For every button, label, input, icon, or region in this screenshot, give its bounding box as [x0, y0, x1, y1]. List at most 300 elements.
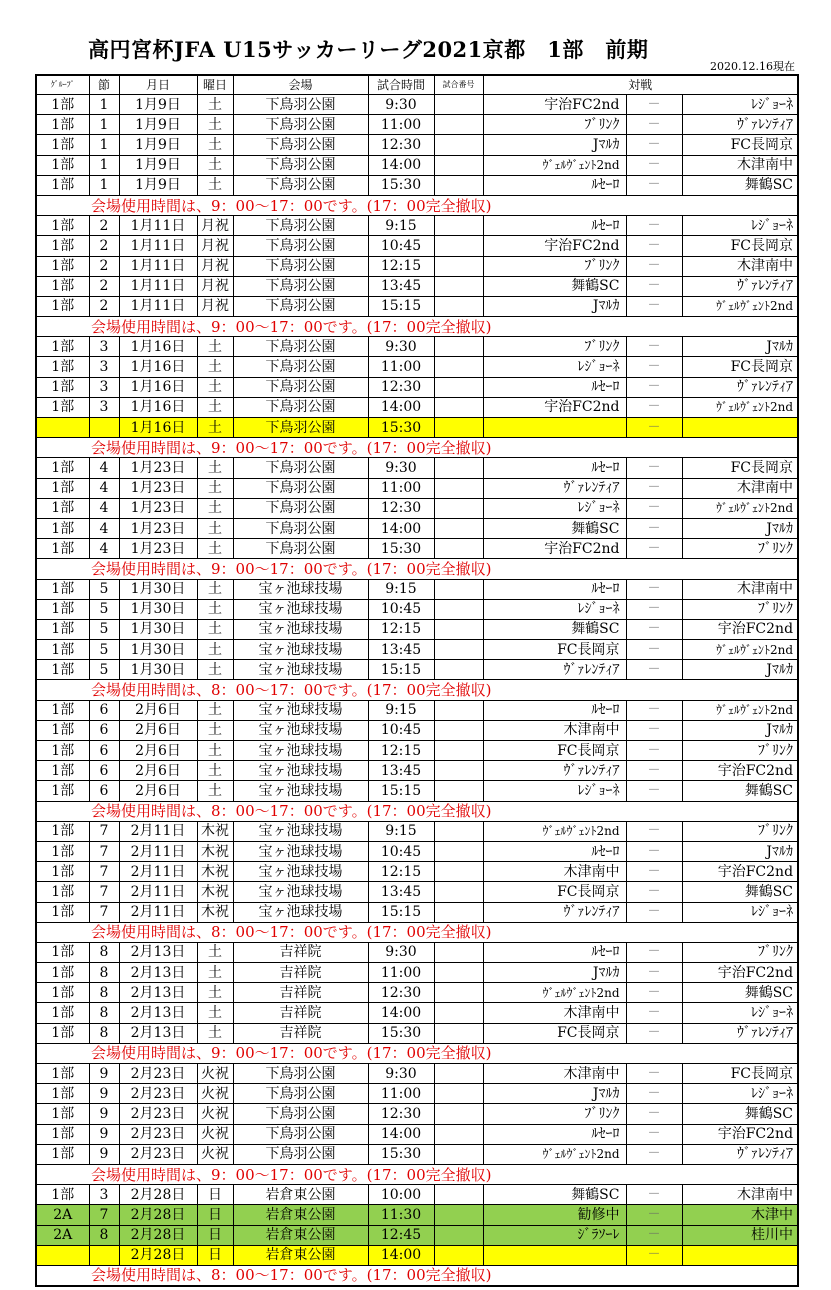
venue-cell: 下鳥羽公園	[233, 256, 368, 276]
venue-cell: 下鳥羽公園	[233, 357, 368, 377]
away-team-cell: FC長岡京	[682, 1064, 798, 1084]
date-cell: 2月11日	[119, 902, 197, 922]
home-team-cell: 木津南中	[483, 1003, 626, 1023]
match-row	[36, 660, 798, 680]
venue-cell: 下鳥羽公園	[233, 1064, 368, 1084]
match-no-cell	[434, 720, 483, 740]
match-no-cell	[434, 115, 483, 135]
match-no-cell	[434, 1144, 483, 1164]
round-cell: 1	[89, 135, 119, 155]
group-cell: 1部	[36, 1084, 89, 1104]
away-team-cell: ﾌﾞﾘﾝｸ	[682, 539, 798, 559]
versus-cell: －	[626, 1144, 682, 1164]
round-cell	[89, 418, 119, 438]
round-cell: 3	[89, 397, 119, 417]
match-row	[36, 599, 798, 619]
round-cell: 1	[89, 175, 119, 195]
round-cell: 9	[89, 1144, 119, 1164]
away-team-cell: FC長岡京	[682, 236, 798, 256]
weekday-cell: 月祝	[197, 236, 233, 256]
match-row	[36, 1245, 798, 1265]
home-team-cell: 舞鶴SC	[483, 276, 626, 296]
round-cell: 3	[89, 1185, 119, 1205]
header-weekday: 曜日	[197, 75, 233, 95]
group-cell: 1部	[36, 397, 89, 417]
group-cell: 1部	[36, 983, 89, 1003]
kickoff-cell: 12:30	[368, 498, 434, 518]
versus-cell: －	[626, 377, 682, 397]
group-cell: 1部	[36, 761, 89, 781]
versus-cell: －	[626, 1225, 682, 1245]
group-cell: 1部	[36, 337, 89, 357]
match-row	[36, 377, 798, 397]
round-cell: 2	[89, 256, 119, 276]
venue-cell: 吉祥院	[233, 983, 368, 1003]
round-cell: 8	[89, 1023, 119, 1043]
versus-cell: －	[626, 841, 682, 861]
date-cell: 1月11日	[119, 256, 197, 276]
away-team-cell: ｳﾞｧﾚﾝﾃｨｱ	[682, 115, 798, 135]
kickoff-cell: 11:00	[368, 478, 434, 498]
versus-cell: －	[626, 619, 682, 639]
round-cell: 6	[89, 700, 119, 720]
round-cell: 7	[89, 862, 119, 882]
away-team-cell: 舞鶴SC	[682, 1104, 798, 1124]
match-row	[36, 741, 798, 761]
venue-cell: 宝ヶ池球技場	[233, 579, 368, 599]
match-no-cell	[434, 741, 483, 761]
home-team-cell: ﾚｼﾞｮｰﾈ	[483, 357, 626, 377]
note-text: 会場使用時間は、9：00～17：00です。(17：00完全撤収)	[36, 195, 798, 215]
versus-cell: －	[626, 1084, 682, 1104]
venue-time-note	[36, 1164, 798, 1184]
match-no-cell	[434, 155, 483, 175]
weekday-cell: 土	[197, 95, 233, 115]
versus-cell: －	[626, 640, 682, 660]
group-cell: 1部	[36, 862, 89, 882]
venue-cell: 下鳥羽公園	[233, 1144, 368, 1164]
kickoff-cell: 15:15	[368, 902, 434, 922]
round-cell: 4	[89, 458, 119, 478]
venue-cell: 下鳥羽公園	[233, 1084, 368, 1104]
date-cell: 2月23日	[119, 1064, 197, 1084]
match-row	[36, 841, 798, 861]
match-row	[36, 498, 798, 518]
match-no-cell	[434, 296, 483, 316]
weekday-cell: 土	[197, 599, 233, 619]
weekday-cell: 土	[197, 700, 233, 720]
match-no-cell	[434, 841, 483, 861]
home-team-cell: ｳﾞｪﾙｳﾞｪﾝﾄ2nd	[483, 821, 626, 841]
venue-time-note	[36, 317, 798, 337]
venue-time-note	[36, 801, 798, 821]
away-team-cell: Jﾏﾙｶ	[682, 337, 798, 357]
round-cell: 5	[89, 599, 119, 619]
group-cell: 1部	[36, 700, 89, 720]
versus-cell: －	[626, 155, 682, 175]
date-cell: 2月23日	[119, 1084, 197, 1104]
away-team-cell: 宇治FC2nd	[682, 761, 798, 781]
kickoff-cell: 12:30	[368, 377, 434, 397]
match-no-cell	[434, 1104, 483, 1124]
versus-cell: －	[626, 761, 682, 781]
kickoff-cell: 10:45	[368, 236, 434, 256]
versus-cell: －	[626, 599, 682, 619]
away-team-cell: 木津南中	[682, 155, 798, 175]
round-cell: 1	[89, 155, 119, 175]
weekday-cell: 月祝	[197, 256, 233, 276]
match-row	[36, 1104, 798, 1124]
away-team-cell: FC長岡京	[682, 458, 798, 478]
versus-cell: －	[626, 1023, 682, 1043]
date-cell: 1月23日	[119, 498, 197, 518]
match-row	[36, 821, 798, 841]
kickoff-cell: 9:30	[368, 942, 434, 962]
weekday-cell: 火祝	[197, 1104, 233, 1124]
match-row	[36, 781, 798, 801]
home-team-cell: ﾙｾｰﾛ	[483, 579, 626, 599]
home-team-cell: ｳﾞｧﾚﾝﾃｨｱ	[483, 478, 626, 498]
date-cell: 1月16日	[119, 357, 197, 377]
venue-cell: 下鳥羽公園	[233, 418, 368, 438]
date-cell: 2月11日	[119, 882, 197, 902]
round-cell: 7	[89, 821, 119, 841]
versus-cell: －	[626, 781, 682, 801]
note-text: 会場使用時間は、9：00～17：00です。(17：00完全撤収)	[36, 1043, 798, 1063]
group-cell: 1部	[36, 741, 89, 761]
home-team-cell: FC長岡京	[483, 882, 626, 902]
date-cell: 1月11日	[119, 276, 197, 296]
home-team-cell: 宇治FC2nd	[483, 236, 626, 256]
kickoff-cell: 9:15	[368, 821, 434, 841]
group-cell: 1部	[36, 1023, 89, 1043]
kickoff-cell: 14:00	[368, 518, 434, 538]
venue-cell: 宝ヶ池球技場	[233, 761, 368, 781]
away-team-cell: 木津南中	[682, 478, 798, 498]
away-team-cell: ｳﾞｧﾚﾝﾃｨｱ	[682, 276, 798, 296]
venue-cell: 宝ヶ池球技場	[233, 700, 368, 720]
round-cell: 4	[89, 498, 119, 518]
venue-time-note	[36, 195, 798, 215]
home-team-cell	[483, 418, 626, 438]
match-no-cell	[434, 236, 483, 256]
round-cell: 2	[89, 296, 119, 316]
venue-cell: 下鳥羽公園	[233, 458, 368, 478]
match-no-cell	[434, 1064, 483, 1084]
versus-cell: －	[626, 518, 682, 538]
date-cell: 1月23日	[119, 518, 197, 538]
weekday-cell: 土	[197, 660, 233, 680]
weekday-cell: 土	[197, 357, 233, 377]
weekday-cell: 土	[197, 720, 233, 740]
home-team-cell: ﾚｼﾞｮｰﾈ	[483, 599, 626, 619]
venue-cell: 下鳥羽公園	[233, 155, 368, 175]
home-team-cell: 宇治FC2nd	[483, 95, 626, 115]
date-cell: 1月16日	[119, 418, 197, 438]
note-text: 会場使用時間は、9：00～17：00です。(17：00完全撤収)	[36, 317, 798, 337]
kickoff-cell: 15:15	[368, 296, 434, 316]
versus-cell: －	[626, 539, 682, 559]
kickoff-cell: 12:15	[368, 741, 434, 761]
venue-cell: 宝ヶ池球技場	[233, 841, 368, 861]
home-team-cell: FC長岡京	[483, 640, 626, 660]
away-team-cell: 木津南中	[682, 579, 798, 599]
round-cell: 7	[89, 882, 119, 902]
round-cell: 5	[89, 640, 119, 660]
away-team-cell: ｳﾞｧﾚﾝﾃｨｱ	[682, 1023, 798, 1043]
venue-time-note	[36, 559, 798, 579]
weekday-cell: 日	[197, 1185, 233, 1205]
kickoff-cell: 10:45	[368, 599, 434, 619]
match-row	[36, 1064, 798, 1084]
away-team-cell: ﾚｼﾞｮｰﾈ	[682, 216, 798, 236]
home-team-cell: 舞鶴SC	[483, 1185, 626, 1205]
date-cell: 1月9日	[119, 175, 197, 195]
versus-cell: －	[626, 720, 682, 740]
versus-cell: －	[626, 175, 682, 195]
round-cell: 5	[89, 619, 119, 639]
date-cell: 2月11日	[119, 821, 197, 841]
round-cell: 6	[89, 720, 119, 740]
home-team-cell: 舞鶴SC	[483, 619, 626, 639]
away-team-cell: 桂川中	[682, 1225, 798, 1245]
round-cell: 9	[89, 1064, 119, 1084]
weekday-cell: 土	[197, 963, 233, 983]
group-cell: 1部	[36, 1124, 89, 1144]
versus-cell: －	[626, 498, 682, 518]
weekday-cell: 土	[197, 337, 233, 357]
group-cell: 1部	[36, 640, 89, 660]
versus-cell: －	[626, 216, 682, 236]
weekday-cell: 月祝	[197, 216, 233, 236]
home-team-cell: 木津南中	[483, 720, 626, 740]
home-team-cell: ｳﾞｧﾚﾝﾃｨｱ	[483, 761, 626, 781]
group-cell: 1部	[36, 458, 89, 478]
away-team-cell: 木津南中	[682, 256, 798, 276]
header-match-no: 試合番号	[434, 75, 483, 95]
match-row	[36, 236, 798, 256]
venue-cell: 宝ヶ池球技場	[233, 741, 368, 761]
group-cell: 1部	[36, 599, 89, 619]
weekday-cell: 土	[197, 1003, 233, 1023]
venue-cell: 宝ヶ池球技場	[233, 619, 368, 639]
round-cell: 9	[89, 1084, 119, 1104]
kickoff-cell: 14:00	[368, 1245, 434, 1265]
home-team-cell: ﾙｾｰﾛ	[483, 175, 626, 195]
match-no-cell	[434, 1245, 483, 1265]
page-title: 高円宮杯JFA U15サッカーリーグ2021京都 1部 前期	[88, 37, 649, 62]
match-row	[36, 337, 798, 357]
weekday-cell: 木祝	[197, 841, 233, 861]
round-cell: 8	[89, 1003, 119, 1023]
date-cell: 1月16日	[119, 397, 197, 417]
venue-time-note	[36, 1265, 798, 1286]
match-row	[36, 619, 798, 639]
date-cell: 1月30日	[119, 660, 197, 680]
group-cell: 1部	[36, 498, 89, 518]
home-team-cell: ﾙｾｰﾛ	[483, 700, 626, 720]
versus-cell: －	[626, 95, 682, 115]
match-no-cell	[434, 1124, 483, 1144]
note-text: 会場使用時間は、8：00～17：00です。(17：00完全撤収)	[36, 1265, 798, 1286]
date-cell: 2月6日	[119, 781, 197, 801]
group-cell: 1部	[36, 1064, 89, 1084]
group-cell: 1部	[36, 377, 89, 397]
home-team-cell: ﾙｾｰﾛ	[483, 1124, 626, 1144]
group-cell: 1部	[36, 660, 89, 680]
kickoff-cell: 12:45	[368, 1225, 434, 1245]
away-team-cell: Jﾏﾙｶ	[682, 518, 798, 538]
match-no-cell	[434, 95, 483, 115]
away-team-cell: Jﾏﾙｶ	[682, 720, 798, 740]
match-row	[36, 1084, 798, 1104]
date-cell: 1月9日	[119, 115, 197, 135]
versus-cell: －	[626, 862, 682, 882]
match-row	[36, 216, 798, 236]
match-no-cell	[434, 902, 483, 922]
match-row	[36, 902, 798, 922]
venue-cell: 吉祥院	[233, 1023, 368, 1043]
match-no-cell	[434, 983, 483, 1003]
round-cell: 7	[89, 841, 119, 861]
away-team-cell: 舞鶴SC	[682, 882, 798, 902]
as-of-date: 2020.12.16現在	[710, 60, 795, 73]
weekday-cell: 土	[197, 478, 233, 498]
note-text: 会場使用時間は、9：00～17：00です。(17：00完全撤収)	[36, 559, 798, 579]
venue-cell: 下鳥羽公園	[233, 296, 368, 316]
date-cell: 2月13日	[119, 942, 197, 962]
kickoff-cell: 9:30	[368, 337, 434, 357]
venue-cell: 宝ヶ池球技場	[233, 902, 368, 922]
match-row	[36, 135, 798, 155]
venue-cell: 下鳥羽公園	[233, 498, 368, 518]
round-cell: 3	[89, 357, 119, 377]
weekday-cell: 土	[197, 518, 233, 538]
weekday-cell: 木祝	[197, 902, 233, 922]
date-cell: 2月11日	[119, 862, 197, 882]
round-cell	[89, 1245, 119, 1265]
away-team-cell: ｳﾞｧﾚﾝﾃｨｱ	[682, 377, 798, 397]
note-text: 会場使用時間は、8：00～17：00です。(17：00完全撤収)	[36, 680, 798, 700]
versus-cell: －	[626, 942, 682, 962]
versus-cell: －	[626, 418, 682, 438]
away-team-cell: ﾚｼﾞｮｰﾈ	[682, 1003, 798, 1023]
weekday-cell: 日	[197, 1205, 233, 1225]
venue-cell: 岩倉東公園	[233, 1185, 368, 1205]
away-team-cell: ﾚｼﾞｮｰﾈ	[682, 902, 798, 922]
versus-cell: －	[626, 579, 682, 599]
note-text: 会場使用時間は、9：00～17：00です。(17：00完全撤収)	[36, 1164, 798, 1184]
away-team-cell: FC長岡京	[682, 357, 798, 377]
weekday-cell: 土	[197, 418, 233, 438]
venue-cell: 下鳥羽公園	[233, 236, 368, 256]
match-no-cell	[434, 761, 483, 781]
round-cell: 6	[89, 741, 119, 761]
note-text: 会場使用時間は、8：00～17：00です。(17：00完全撤収)	[36, 801, 798, 821]
venue-cell: 下鳥羽公園	[233, 518, 368, 538]
venue-cell: 岩倉東公園	[233, 1205, 368, 1225]
match-no-cell	[434, 579, 483, 599]
away-team-cell: 宇治FC2nd	[682, 862, 798, 882]
date-cell: 1月11日	[119, 296, 197, 316]
match-no-cell	[434, 175, 483, 195]
date-cell: 1月30日	[119, 579, 197, 599]
home-team-cell: FC長岡京	[483, 1023, 626, 1043]
note-text: 会場使用時間は、8：00～17：00です。(17：00完全撤収)	[36, 922, 798, 942]
group-cell: 1部	[36, 963, 89, 983]
venue-cell: 下鳥羽公園	[233, 175, 368, 195]
venue-cell: 宝ヶ池球技場	[233, 599, 368, 619]
group-cell: 1部	[36, 1144, 89, 1164]
match-no-cell	[434, 1185, 483, 1205]
weekday-cell: 土	[197, 619, 233, 639]
versus-cell: －	[626, 882, 682, 902]
kickoff-cell: 14:00	[368, 397, 434, 417]
match-row	[36, 256, 798, 276]
kickoff-cell: 11:30	[368, 1205, 434, 1225]
away-team-cell: Jﾏﾙｶ	[682, 841, 798, 861]
kickoff-cell: 11:00	[368, 1084, 434, 1104]
weekday-cell: 火祝	[197, 1124, 233, 1144]
home-team-cell: ｳﾞｧﾚﾝﾃｨｱ	[483, 902, 626, 922]
match-no-cell	[434, 821, 483, 841]
versus-cell: －	[626, 1003, 682, 1023]
match-row	[36, 1003, 798, 1023]
away-team-cell: ﾌﾞﾘﾝｸ	[682, 821, 798, 841]
match-row	[36, 1124, 798, 1144]
kickoff-cell: 9:30	[368, 458, 434, 478]
group-cell: 2A	[36, 1225, 89, 1245]
venue-cell: 下鳥羽公園	[233, 95, 368, 115]
home-team-cell: ﾙｾｰﾛ	[483, 216, 626, 236]
venue-cell: 宝ヶ池球技場	[233, 882, 368, 902]
round-cell: 1	[89, 115, 119, 135]
group-cell: 1部	[36, 236, 89, 256]
kickoff-cell: 13:45	[368, 276, 434, 296]
venue-cell: 下鳥羽公園	[233, 135, 368, 155]
home-team-cell: ﾌﾞﾘﾝｸ	[483, 1104, 626, 1124]
date-cell: 2月13日	[119, 963, 197, 983]
group-cell: 1部	[36, 276, 89, 296]
match-row	[36, 1144, 798, 1164]
date-cell: 2月28日	[119, 1205, 197, 1225]
date-cell: 2月13日	[119, 983, 197, 1003]
weekday-cell: 日	[197, 1225, 233, 1245]
round-cell: 4	[89, 478, 119, 498]
weekday-cell: 火祝	[197, 1084, 233, 1104]
away-team-cell: 舞鶴SC	[682, 983, 798, 1003]
group-cell: 1部	[36, 579, 89, 599]
match-no-cell	[434, 256, 483, 276]
group-cell: 1部	[36, 902, 89, 922]
date-cell: 2月6日	[119, 741, 197, 761]
match-row	[36, 579, 798, 599]
match-no-cell	[434, 216, 483, 236]
match-no-cell	[434, 882, 483, 902]
venue-cell: 下鳥羽公園	[233, 337, 368, 357]
kickoff-cell: 14:00	[368, 1003, 434, 1023]
match-row	[36, 95, 798, 115]
kickoff-cell: 12:30	[368, 135, 434, 155]
kickoff-cell: 11:00	[368, 357, 434, 377]
kickoff-cell: 10:45	[368, 841, 434, 861]
match-no-cell	[434, 135, 483, 155]
group-cell: 1部	[36, 296, 89, 316]
group-cell: 2A	[36, 1205, 89, 1225]
home-team-cell: ﾚｼﾞｮｰﾈ	[483, 498, 626, 518]
venue-cell: 下鳥羽公園	[233, 377, 368, 397]
weekday-cell: 火祝	[197, 1064, 233, 1084]
